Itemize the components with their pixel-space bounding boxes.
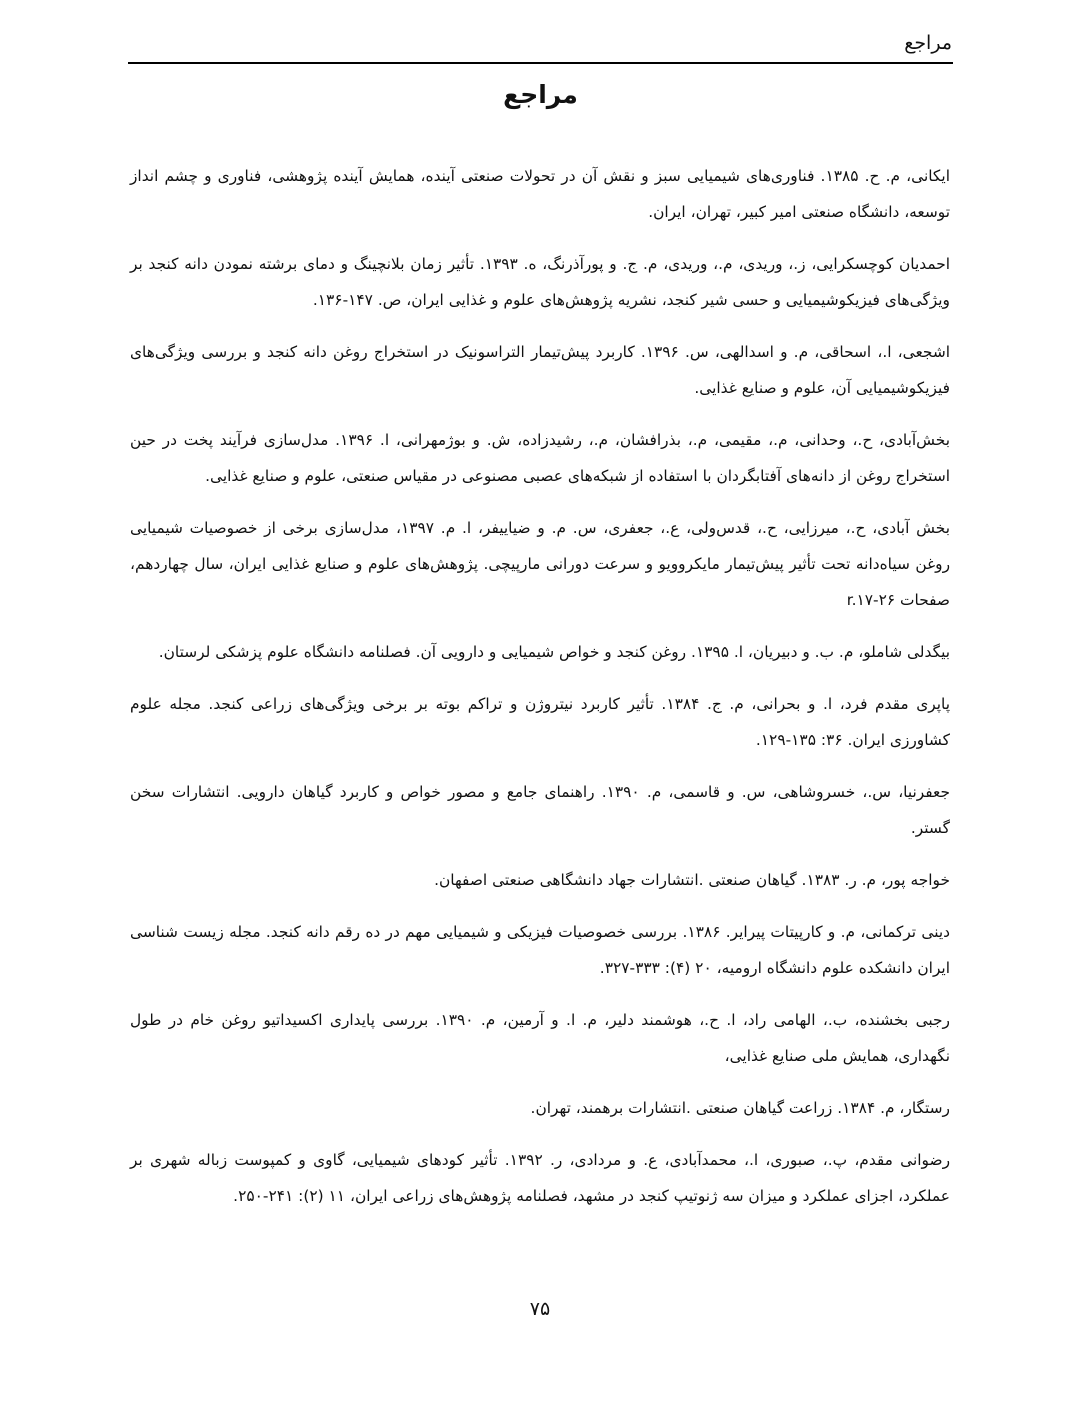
reference-item: خواجه پور، م. ر. ۱۳۸۳. گیاهان صنعتی .انتشارات جهاد دانشگاهی صنعتی اصفهان.	[434, 871, 950, 889]
page-title: مراجع	[503, 80, 578, 109]
reference-item: بخش‌آبادی، ح.، وحدانی، م.، مقیمی، م.، بذرافشان، م.، رشیدزاده، ش. و بوژمهرانی، ا. ۱۳۹۶. مدل‌سازی فرآیند پخت در حین استخراج روغن از دانه‌های آفتابگردان با استفاده از شبکه‌های عصبی مصنوعی در مقیاس صنعتی، علوم و صنایع غذایی.	[130, 431, 951, 485]
running-header: مراجع	[904, 32, 952, 54]
reference-item: پاپری مقدم فرد، ا. و بحرانی، م. ج. ۱۳۸۴. تأثیر کاربرد نیتروژن و تراکم بوته بر برخی ویژگی‌های زراعی کنجد. مجله علوم کشاورزی ایران. ۳۶: ۱۳۵-۱۲۹.	[130, 695, 951, 749]
reference-item: دینی ترکمانی، م. و کارپیتات پیرایر. ۱۳۸۶. بررسی خصوصیات فیزیکی و شیمیایی مهم در ده رقم دانه کنجد. مجله زیست شناسی ایران دانشکده علوم دانشگاه ارومیه، ۲۰ (۴): ۳۳۳-۳۲۷.	[130, 923, 950, 977]
reference-item: جعفرنیا، س.، خسروشاهی، س. و قاسمی، م. ۱۳۹۰. راهنمای جامع و مصور خواص و کاربرد گیاهان دارویی. انتشارات سخن گستر.	[130, 783, 950, 837]
reference-item: رجبی بخشنده، ب.، الهامی راد، ا. ح.، هوشمند دلیر، م. ا. و آرمین، م. ۱۳۹۰. بررسی پایداری اکسیداتیو روغن خام در طول نگهداری، همایش ملی صنایع غذایی،	[130, 1011, 950, 1065]
reference-item: ایکانی، م. ح. ۱۳۸۵. فناوری‌های شیمیایی سبز و نقش آن در تحولات صنعتی آینده، همایش آینده پژوهشی، فناوری و چشم انداز توسعه، دانشگاه صنعتی امیر کبیر، تهران، ایران.	[130, 167, 950, 221]
reference-item: رستگار، م. ۱۳۸۴. زراعت گیاهان صنعتی .انتشارات برهمند، تهران.	[530, 1099, 950, 1117]
reference-item: احمدیان کوچسکرایی، ز.، وریدی، م.، وریدی، م. ج. و پورآذرنگ، ه. ۱۳۹۳. تأثیر زمان بلانچینگ و دمای برشته نمودن دانه کنجد بر ویژگی‌های فیزیکوشیمیایی و حسی شیر کنجد، نشریه پژوهش‌های علوم و غذایی ایران، ص. ۱۴۷-۱۳۶.	[130, 255, 951, 309]
reference-item: اشجعی، ا.، اسحاقی، م. و اسدالهی، س. ۱۳۹۶. کاربرد پیش‌تیمار التراسونیک در استخراج روغن دانه کنجد و بررسی ویژگی‌های فیزیکوشیمیایی آن، علوم و صنایع غذایی.	[130, 343, 950, 397]
header-rule	[128, 62, 953, 64]
reference-list	[130, 158, 950, 1230]
reference-item: بیگدلی شاملو، م. ب. و دبیریان، ا. ۱۳۹۵. روغن کنجد و خواص شیمیایی و دارویی آن. فصلنامه دانشگاه علوم پزشکی لرستان.	[158, 643, 950, 661]
reference-item: بخش آبادی، ح.، میرزایی، ح.، قدس‌ولی، ع.، جعفری، س. م. و ضیاییفر، ا. م. ۱۳۹۷، مدل‌سازی برخی از خصوصیات شیمیایی روغن سیاه‌دانه تحت تأثیر پیش‌تیمار مایکروویو و سرعت دورانی مارپیچی. پژوهش‌های علوم و صنایع غذایی ایران، سال چهاردهم، صفحات ۲۶-r.۱۷	[130, 519, 950, 609]
page-number: ۷۵	[529, 1298, 551, 1320]
reference-item: رضوانی مقدم، پ.، صبوری، ا.، محمدآبادی، ع. و مردادی، ر. ۱۳۹۲. تأثیر کودهای شیمیایی، گاوی و کمپوست زباله شهری بر عملکرد، اجزای عملکرد و میزان سه ژنوتیپ کنجد در مشهد، فصلنامه پژوهش‌های زراعی ایران، ۱۱ (۲): ۲۴۱-۲۵۰.	[130, 1151, 951, 1205]
